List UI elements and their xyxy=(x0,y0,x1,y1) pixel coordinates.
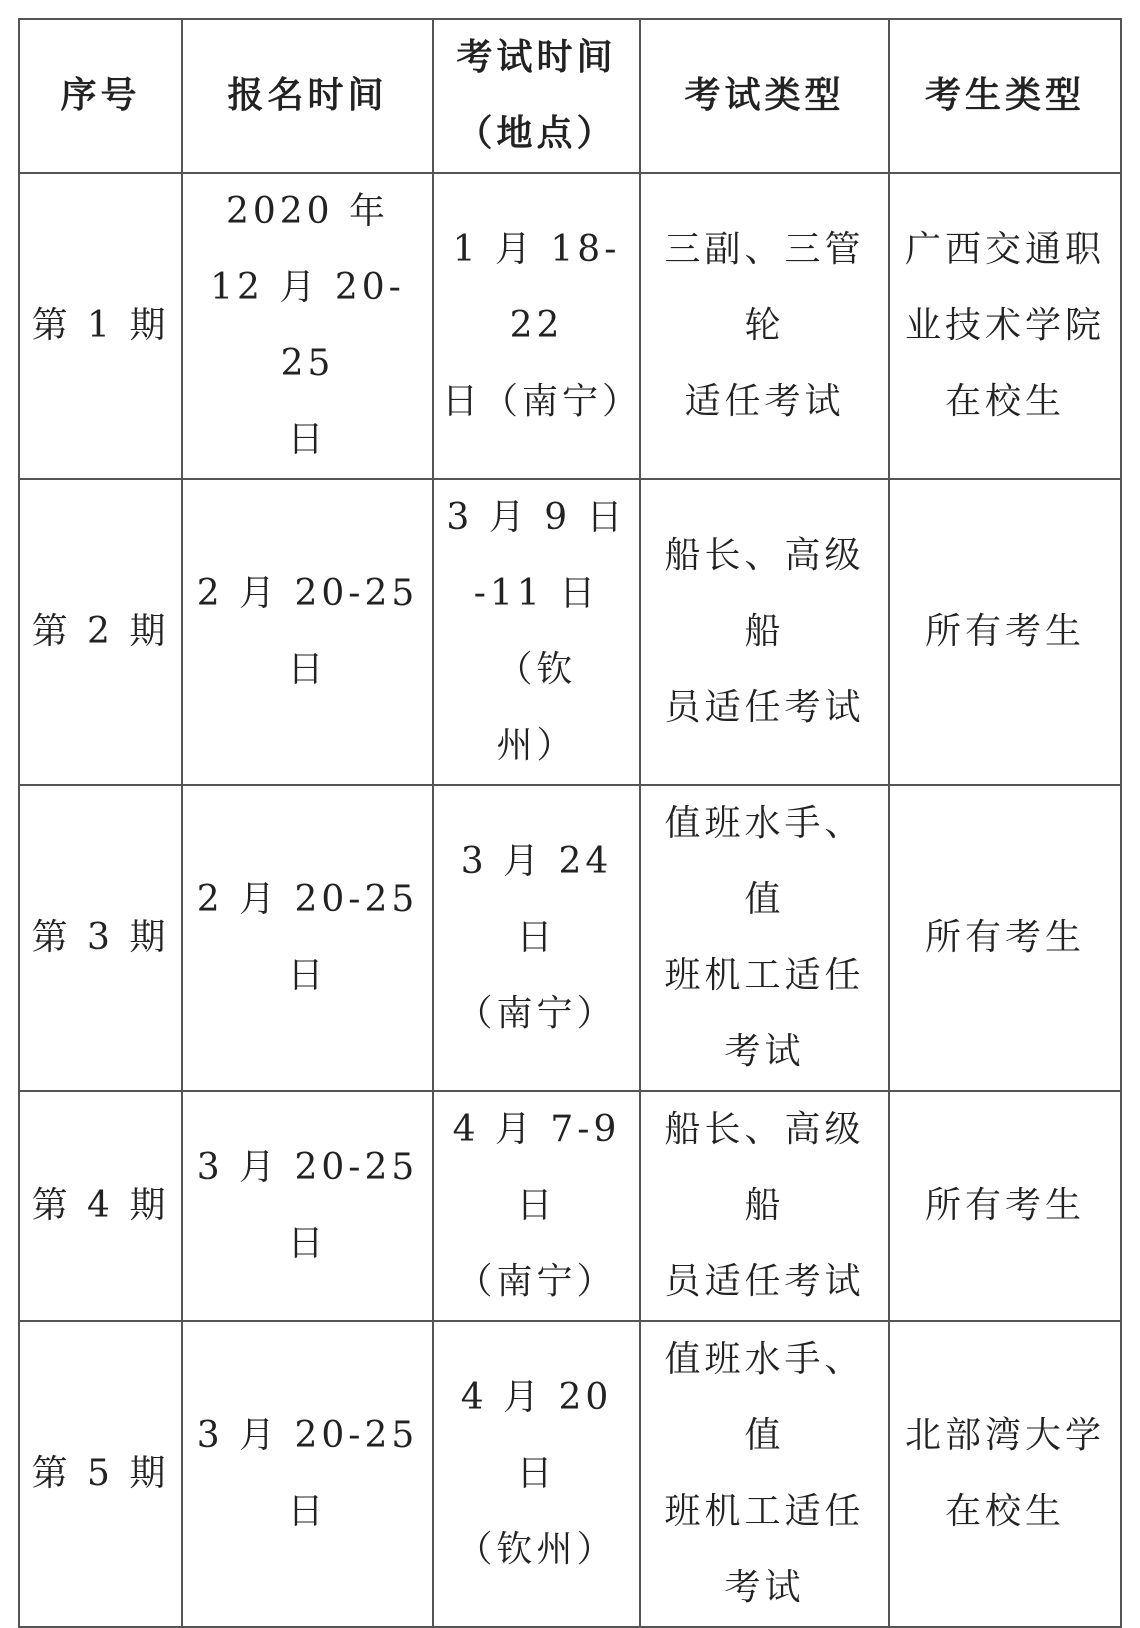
cell-candidate-type: 所有考生 xyxy=(889,785,1121,1091)
header-candidate-type: 考生类型 xyxy=(889,19,1121,173)
cell-exam-time-place: 4 月 7-9 日 （南宁） xyxy=(433,1091,640,1321)
cell-exam-time-place: 1 月 18-22 日（南宁） xyxy=(433,173,640,479)
cell-registration-time: 3 月 20-25 日 xyxy=(182,1091,433,1321)
cell-seq: 第 2 期 xyxy=(19,479,182,785)
table-header-row xyxy=(19,19,1121,173)
table-row xyxy=(19,785,1121,1091)
header-exam-time-place: 考试时间 （地点） xyxy=(433,19,640,173)
cell-exam-time-place: 4 月 20 日 （钦州） xyxy=(433,1321,640,1627)
cell-exam-type: 三副、三管轮 适任考试 xyxy=(640,173,889,479)
cell-candidate-type: 所有考生 xyxy=(889,479,1121,785)
cell-exam-time-place: 3 月 24 日 （南宁） xyxy=(433,785,640,1091)
table-row xyxy=(19,1321,1121,1627)
header-exam-type: 考试类型 xyxy=(640,19,889,173)
cell-exam-type: 船长、高级船 员适任考试 xyxy=(640,479,889,785)
cell-candidate-type: 北部湾大学 在校生 xyxy=(889,1321,1121,1627)
cell-seq: 第 3 期 xyxy=(19,785,182,1091)
exam-schedule-table xyxy=(18,18,1122,1628)
cell-exam-type: 船长、高级船 员适任考试 xyxy=(640,1091,889,1321)
table-row xyxy=(19,173,1121,479)
cell-seq: 第 4 期 xyxy=(19,1091,182,1321)
table-row xyxy=(19,1091,1121,1321)
cell-seq: 第 1 期 xyxy=(19,173,182,479)
cell-seq: 第 5 期 xyxy=(19,1321,182,1627)
cell-exam-type: 值班水手、值 班机工适任 考试 xyxy=(640,785,889,1091)
cell-registration-time: 2020 年 12 月 20-25 日 xyxy=(182,173,433,479)
header-registration-time: 报名时间 xyxy=(182,19,433,173)
cell-registration-time: 2 月 20-25 日 xyxy=(182,479,433,785)
cell-exam-type: 值班水手、值 班机工适任 考试 xyxy=(640,1321,889,1627)
header-seq: 序号 xyxy=(19,19,182,173)
cell-exam-time-place: 3 月 9 日 -11 日（钦 州） xyxy=(433,479,640,785)
table-row xyxy=(19,479,1121,785)
cell-registration-time: 3 月 20-25 日 xyxy=(182,1321,433,1627)
cell-registration-time: 2 月 20-25 日 xyxy=(182,785,433,1091)
cell-candidate-type: 所有考生 xyxy=(889,1091,1121,1321)
cell-candidate-type: 广西交通职 业技术学院 在校生 xyxy=(889,173,1121,479)
